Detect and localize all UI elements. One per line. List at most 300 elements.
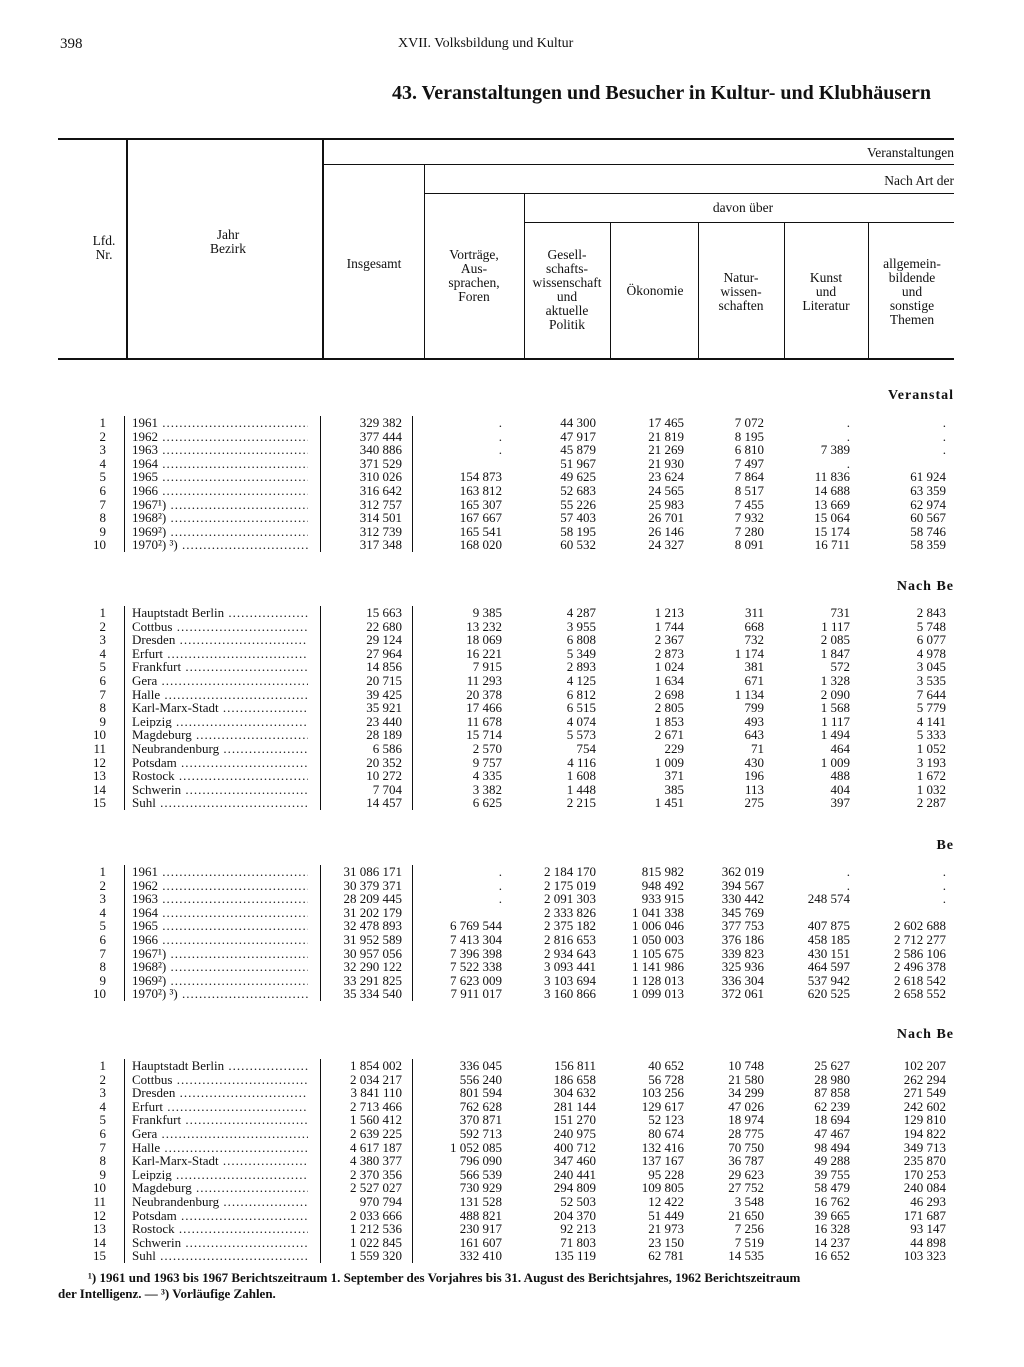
table-row [58,742,954,756]
value-insgesamt: 30 957 056 [343,945,402,961]
value-allgemeinbildend: . [942,428,946,444]
row-number: 13 [93,1221,106,1237]
value-naturwissenschaften: 8 091 [734,537,764,553]
value-naturwissenschaften: 14 535 [728,1248,764,1264]
row-label: 1963 ..... [132,443,308,457]
row-label: 1966 ..... [132,933,308,947]
value-naturwissenschaften: 275 [744,795,764,811]
table-row [58,484,954,498]
value-insgesamt: 20 715 [366,673,402,688]
value-vortraege: 9 385 [472,605,502,620]
row-label: 1968²) ..... [132,511,308,525]
value-naturwissenschaften: 330 442 [721,891,764,907]
table-row [58,688,954,702]
value-vortraege: 801 594 [459,1085,502,1101]
row-label: 1963 ..... [132,892,308,906]
value-gesellschaft: 2 893 [566,659,596,675]
value-gesellschaft: 1 448 [566,781,596,797]
value-gesellschaft: 156 811 [554,1058,596,1073]
value-vortraege: 11 678 [466,713,502,729]
table-row [58,498,954,512]
value-allgemeinbildend: 58 359 [910,537,946,553]
value-kunst-literatur: . [846,455,850,471]
value-insgesamt: 20 352 [366,754,402,770]
value-allgemeinbildend: 62 974 [910,496,946,512]
value-oekonomie: 933 915 [641,891,684,907]
table-row [58,660,954,674]
row-number: 8 [99,1153,106,1169]
value-gesellschaft: 3 955 [566,618,596,634]
value-allgemeinbildend: 2 586 106 [894,945,946,961]
value-allgemeinbildend: 3 045 [916,659,946,675]
table-row [58,647,954,661]
value-oekonomie: 2 873 [654,645,684,661]
value-oekonomie: 1 099 013 [632,986,684,1002]
row-label: Schwerin ..... [132,1236,308,1250]
value-naturwissenschaften: 18 974 [728,1112,764,1128]
value-allgemeinbildend: 2 496 378 [894,959,946,975]
value-naturwissenschaften: 7 519 [734,1234,764,1250]
row-number: 3 [99,891,106,907]
value-allgemeinbildend: 194 822 [903,1126,946,1141]
row-number: 1 [99,605,106,620]
value-kunst-literatur: 13 669 [814,496,850,512]
row-label: 1962 ..... [132,430,308,444]
value-naturwissenschaften: 643 [744,727,764,743]
value-insgesamt: 22 680 [366,618,402,634]
row-number: 8 [99,510,106,526]
table-row [58,701,954,715]
value-vortraege: 131 528 [459,1194,502,1209]
value-naturwissenschaften: 376 186 [721,932,764,947]
value-allgemeinbildend: . [942,864,946,879]
value-oekonomie: 1 853 [654,713,684,729]
value-gesellschaft: 6 808 [566,632,596,648]
value-oekonomie: 103 256 [641,1085,684,1101]
value-insgesamt: 2 034 217 [350,1071,402,1087]
value-kunst-literatur: . [846,428,850,444]
value-vortraege: 7 396 398 [450,945,502,961]
value-allgemeinbildend: 61 924 [910,469,946,485]
table-row [58,728,954,742]
row-label: 1965 ..... [132,919,308,933]
value-kunst-literatur: 47 467 [814,1126,850,1141]
row-number: 10 [93,537,106,553]
table-row [58,1249,954,1263]
value-insgesamt: 312 757 [359,496,402,512]
value-gesellschaft: 204 370 [553,1207,596,1223]
value-gesellschaft: 347 460 [553,1153,596,1169]
table-row [58,756,954,770]
value-oekonomie: 1 050 003 [632,932,684,947]
row-label: Schwerin ..... [132,783,308,797]
value-oekonomie: 51 449 [648,1207,684,1223]
value-gesellschaft: 2 934 643 [544,945,596,961]
value-allgemeinbildend: 60 567 [910,510,946,526]
table-row [58,987,954,1001]
value-vortraege: 165 307 [459,496,502,512]
value-naturwissenschaften: 799 [744,700,764,716]
row-label: Karl-Marx-Stadt ..... [132,1154,308,1168]
row-number: 5 [99,918,106,934]
value-insgesamt: 39 425 [366,686,402,702]
value-allgemeinbildend: 5 333 [916,727,946,743]
row-number: 4 [99,455,106,471]
value-naturwissenschaften: 377 753 [721,918,764,934]
row-number: 9 [99,713,106,729]
value-oekonomie: 948 492 [641,877,684,893]
value-gesellschaft: 52 503 [560,1194,596,1209]
row-label: 1964 ..... [132,457,308,471]
value-naturwissenschaften: 1 174 [734,645,764,661]
value-vortraege: . [498,891,502,907]
header-gesellschaftswissenschaft: Gesell- schafts- wissenschaft und aktuelle Politik [532,247,602,332]
table-row [58,457,954,471]
value-oekonomie: 132 416 [641,1139,684,1155]
value-gesellschaft: 57 403 [560,510,596,526]
table-row [58,892,954,906]
value-naturwissenschaften: 430 [744,754,764,770]
value-gesellschaft: 3 103 694 [544,972,596,988]
value-insgesamt: 28 209 445 [343,891,402,907]
value-naturwissenschaften: 71 [751,741,764,756]
value-insgesamt: 377 444 [359,428,402,444]
value-insgesamt: 2 527 027 [350,1180,402,1196]
value-naturwissenschaften: 10 748 [728,1058,764,1073]
value-allgemeinbildend: 7 644 [916,686,946,702]
row-number: 6 [99,483,106,498]
value-naturwissenschaften: 7 455 [734,496,764,512]
row-label: Potsdam ..... [132,756,308,770]
table-row [58,933,954,947]
section-title-veranstaltungen-bezirke: Nach Be [896,579,954,594]
value-naturwissenschaften: 28 775 [728,1126,764,1141]
table-title: 43. Veranstaltungen und Besucher in Kultur- und Klubhäusern [392,82,932,104]
row-number: 10 [93,727,106,743]
value-gesellschaft: 400 712 [553,1139,596,1155]
value-oekonomie: 62 781 [648,1248,684,1264]
table-row [58,1222,954,1236]
value-allgemeinbildend: 171 687 [903,1207,946,1223]
value-vortraege: 20 378 [466,686,502,702]
row-number: 4 [99,1098,106,1114]
value-gesellschaft: 2 375 182 [544,918,596,934]
section-block-veranstaltungen-jahre [58,416,954,552]
value-insgesamt: 316 642 [359,483,402,498]
value-gesellschaft: 4 074 [566,713,596,729]
value-naturwissenschaften: 372 061 [721,986,764,1002]
row-label: 1970²) ³) ..... [132,987,308,1001]
value-gesellschaft: 2 816 653 [544,932,596,947]
value-oekonomie: 229 [664,741,684,756]
header-nach-art-der: Nach Art der [884,173,954,188]
value-allgemeinbildend: 2 618 542 [894,972,946,988]
value-kunst-literatur: 2 085 [820,632,850,648]
value-allgemeinbildend: 5 748 [916,618,946,634]
value-naturwissenschaften: 47 026 [728,1098,764,1114]
value-allgemeinbildend: 1 032 [916,781,946,797]
value-gesellschaft: 3 093 441 [544,959,596,975]
table-row [58,1154,954,1168]
value-vortraege: 9 757 [472,754,502,770]
row-label: 1969²) ..... [132,525,308,539]
value-oekonomie: 129 617 [641,1098,684,1114]
value-oekonomie: 385 [664,781,684,797]
value-insgesamt: 317 348 [359,537,402,553]
value-insgesamt: 2 639 225 [350,1126,402,1141]
value-insgesamt: 33 291 825 [343,972,402,988]
value-naturwissenschaften: 1 134 [734,686,764,702]
table-row [58,1168,954,1182]
row-label: Rostock ..... [132,1222,308,1236]
table-row [58,511,954,525]
row-number: 7 [99,945,106,961]
value-oekonomie: 1 128 013 [632,972,684,988]
value-vortraege: 762 628 [459,1098,502,1114]
value-vortraege: 16 221 [466,645,502,661]
row-number: 2 [99,618,106,634]
value-kunst-literatur: 16 711 [814,537,850,553]
value-allgemeinbildend: 2 843 [916,605,946,620]
table-row [58,769,954,783]
value-insgesamt: 312 739 [359,523,402,539]
value-allgemeinbildend: 103 323 [903,1248,946,1264]
value-vortraege: 4 335 [472,768,502,784]
value-allgemeinbildend: 44 898 [910,1234,946,1250]
row-number: 6 [99,932,106,947]
value-allgemeinbildend: . [942,415,946,430]
value-insgesamt: 31 952 589 [343,932,402,947]
value-kunst-literatur: 464 [830,741,850,756]
row-number: 11 [93,741,106,756]
value-naturwissenschaften: 3 548 [734,1194,764,1209]
value-allgemeinbildend: 1 052 [916,741,946,756]
row-number: 2 [99,877,106,893]
value-vortraege: 230 917 [459,1221,502,1237]
row-number: 15 [93,1248,106,1264]
row-number: 2 [99,1071,106,1087]
table-row [58,525,954,539]
value-gesellschaft: 186 658 [553,1071,596,1087]
row-number: 1 [99,864,106,879]
value-insgesamt: 30 379 371 [343,877,402,893]
value-kunst-literatur: 572 [830,659,850,675]
value-allgemeinbildend: 58 746 [910,523,946,539]
row-number: 4 [99,904,106,920]
value-vortraege: 15 714 [466,727,502,743]
row-number: 10 [93,1180,106,1196]
value-insgesamt: 371 529 [359,455,402,471]
value-kunst-literatur: 62 239 [814,1098,850,1114]
value-kunst-literatur: 15 174 [814,523,850,539]
value-gesellschaft: 45 879 [560,442,596,458]
value-naturwissenschaften: 21 580 [728,1071,764,1087]
value-gesellschaft: 44 300 [560,415,596,430]
value-allgemeinbildend: 2 602 688 [894,918,946,934]
header-lfd-nr: Lfd. Nr. [92,233,116,262]
value-kunst-literatur: 1 568 [820,700,850,716]
value-kunst-literatur: 14 237 [814,1234,850,1250]
table-row [58,1181,954,1195]
value-allgemeinbildend: 240 084 [903,1180,946,1196]
table-row [58,633,954,647]
value-kunst-literatur: 1 328 [820,673,850,688]
table-row [58,1113,954,1127]
value-naturwissenschaften: 668 [744,618,764,634]
table-row [58,430,954,444]
row-label: Gera ..... [132,1127,308,1141]
row-number: 8 [99,700,106,716]
row-number: 6 [99,673,106,688]
value-kunst-literatur: 464 597 [807,959,850,975]
footnotes [58,1270,954,1301]
value-allgemeinbildend: . [942,891,946,907]
value-kunst-literatur: 1 117 [821,618,850,634]
value-allgemeinbildend: 349 713 [903,1139,946,1155]
row-label: 1970²) ³) ..... [132,538,308,552]
row-number: 4 [99,645,106,661]
value-naturwissenschaften: 70 750 [728,1139,764,1155]
row-label: 1964 ..... [132,906,308,920]
value-allgemeinbildend: 93 147 [910,1221,946,1237]
value-gesellschaft: 4 287 [566,605,596,620]
value-insgesamt: 1 022 845 [350,1234,402,1250]
value-kunst-literatur: 620 525 [807,986,850,1002]
value-oekonomie: 23 150 [648,1234,684,1250]
value-kunst-literatur: 458 185 [807,932,850,947]
value-naturwissenschaften: 394 567 [721,877,764,893]
table-row [58,443,954,457]
value-vortraege: 18 069 [466,632,502,648]
value-kunst-literatur: 7 389 [820,442,850,458]
value-gesellschaft: 47 917 [560,428,596,444]
row-label: Suhl ..... [132,1249,308,1263]
value-insgesamt: 23 440 [366,713,402,729]
value-gesellschaft: 2 091 303 [544,891,596,907]
value-vortraege: 370 871 [459,1112,502,1128]
value-naturwissenschaften: 336 304 [721,972,764,988]
value-allgemeinbildend: 102 207 [903,1058,946,1073]
page-number: 398 [60,36,83,52]
row-number: 10 [93,986,106,1002]
row-number: 1 [99,415,106,430]
section-title-besucher-jahre: Be [936,838,954,853]
row-label: Frankfurt ..... [132,1113,308,1127]
value-insgesamt: 6 586 [372,741,402,756]
row-label: Magdeburg ..... [132,1181,308,1195]
value-oekonomie: 2 671 [654,727,684,743]
value-gesellschaft: 55 226 [560,496,596,512]
value-kunst-literatur: 1 009 [820,754,850,770]
value-allgemeinbildend: 271 549 [903,1085,946,1101]
footnote-2: der Intelligenz. — ³) Vorläufige Zahlen. [58,1286,276,1301]
value-vortraege: 7 623 009 [450,972,502,988]
value-gesellschaft: 2 175 019 [544,877,596,893]
value-naturwissenschaften: 339 823 [721,945,764,961]
value-vortraege: 1 052 085 [450,1139,502,1155]
value-gesellschaft: 1 608 [566,768,596,784]
value-insgesamt: 1 854 002 [350,1058,402,1073]
row-label: Erfurt ..... [132,1100,308,1114]
row-number: 14 [93,1234,106,1250]
table-row [58,715,954,729]
value-oekonomie: 371 [664,768,684,784]
row-number: 7 [99,1139,106,1155]
value-vortraege: 488 821 [459,1207,502,1223]
value-insgesamt: 2 713 466 [350,1098,402,1114]
value-insgesamt: 329 382 [359,415,402,430]
value-allgemeinbildend: 4 978 [916,645,946,661]
value-kunst-literatur: 2 090 [820,686,850,702]
value-gesellschaft: 71 803 [560,1234,596,1250]
value-vortraege: 161 607 [459,1234,502,1250]
row-label: Magdeburg ..... [132,728,308,742]
value-naturwissenschaften: 671 [744,673,764,688]
row-number: 5 [99,659,106,675]
value-insgesamt: 28 189 [366,727,402,743]
value-allgemeinbildend: 6 077 [916,632,946,648]
value-vortraege: 7 522 338 [450,959,502,975]
value-naturwissenschaften: 345 769 [721,904,764,920]
value-insgesamt: 1 212 536 [350,1221,402,1237]
value-insgesamt: 27 964 [366,645,402,661]
value-gesellschaft: 304 632 [553,1085,596,1101]
value-kunst-literatur: 28 980 [814,1071,850,1087]
value-oekonomie: 1 006 046 [632,918,684,934]
value-vortraege: 566 539 [459,1166,502,1182]
value-kunst-literatur: 430 151 [807,945,850,961]
table-row [58,960,954,974]
value-allgemeinbildend: 3 535 [916,673,946,688]
table-row [58,1100,954,1114]
row-label: Rostock ..... [132,769,308,783]
row-label: 1965 ..... [132,470,308,484]
value-naturwissenschaften: 8 517 [734,483,764,498]
value-oekonomie: 80 674 [648,1126,684,1141]
table-row [58,416,954,430]
value-gesellschaft: 3 160 866 [544,986,596,1002]
value-naturwissenschaften: 34 299 [728,1085,764,1101]
table-row [58,783,954,797]
row-number: 14 [93,781,106,797]
value-naturwissenschaften: 7 864 [734,469,764,485]
value-gesellschaft: 2 215 [566,795,596,811]
value-allgemeinbildend: 2 287 [916,795,946,811]
value-oekonomie: 26 701 [648,510,684,526]
value-insgesamt: 10 272 [366,768,402,784]
value-gesellschaft: 51 967 [560,455,596,471]
value-vortraege: 556 240 [459,1071,502,1087]
table-row [58,879,954,893]
value-oekonomie: 21 269 [648,442,684,458]
value-vortraege: 592 713 [459,1126,502,1141]
value-oekonomie: 56 728 [648,1071,684,1087]
value-kunst-literatur: 16 652 [814,1248,850,1264]
value-kunst-literatur: 49 288 [814,1153,850,1169]
value-vortraege: . [498,442,502,458]
section-title-besucher-bezirke: Nach Be [896,1027,954,1042]
value-naturwissenschaften: 29 623 [728,1166,764,1182]
value-allgemeinbildend: 63 359 [910,483,946,498]
table-row [58,919,954,933]
value-kunst-literatur: 1 494 [820,727,850,743]
value-insgesamt: 35 334 540 [343,986,402,1002]
table-row [58,865,954,879]
value-kunst-literatur: 87 858 [814,1085,850,1101]
table-row [58,947,954,961]
value-vortraege: 168 020 [459,537,502,553]
value-vortraege: 730 929 [459,1180,502,1196]
